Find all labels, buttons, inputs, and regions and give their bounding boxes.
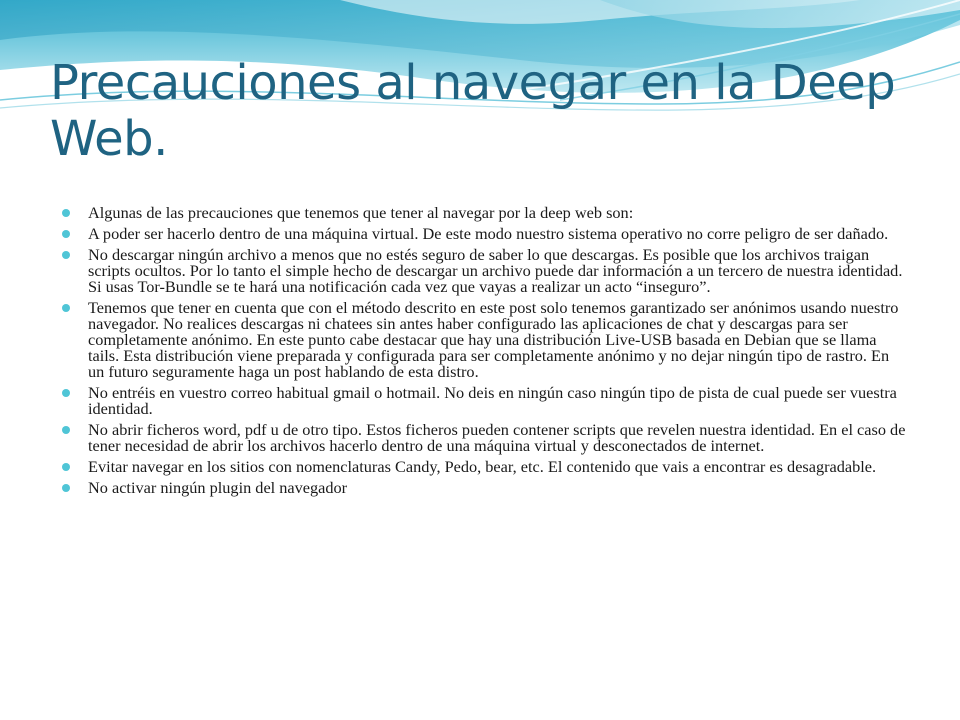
bullet-list bbox=[62, 205, 908, 501]
bullet-dot-icon bbox=[62, 304, 70, 312]
bullet-text: Algunas de las precauciones que tenemos que tener al navegar por la deep web son: bbox=[88, 203, 634, 222]
bullet-text: Tenemos que tener en cuenta que con el método descrito en este post solo tenemos garantizado ser anónimos usando nuestro navegador. No realices descargas ni chatees sin antes haber configurado las aplicaciones de chat y descargas para ser completamente anónimo. En este punto cabe destacar que hay una distribución Live-USB basada en Debian que se llama tails. Esta distribución viene preparada y configurada para ser completamente anónimo y no dejar ningún tipo de rastro. En un futuro seguramente haga un post hablando de esta distro. bbox=[88, 298, 899, 381]
bullet-item bbox=[62, 226, 908, 242]
bullet-dot-icon bbox=[62, 463, 70, 471]
bullet-dot-icon bbox=[62, 251, 70, 259]
bullet-text: No entréis en vuestro correo habitual gmail o hotmail. No deis en ningún caso ningún tipo de pista de cual puede ser vuestra identidad. bbox=[88, 383, 897, 418]
bullet-item bbox=[62, 385, 908, 417]
bullet-dot-icon bbox=[62, 209, 70, 217]
bullet-text: No abrir ficheros word, pdf u de otro tipo. Estos ficheros pueden contener scripts que revelen nuestra identidad. En el caso de tener necesidad de abrir los archivos hacerlo dentro de una máquina virtual y desconectados de internet. bbox=[88, 420, 906, 455]
bullet-dot-icon bbox=[62, 484, 70, 492]
bullet-text: A poder ser hacerlo dentro de una máquina virtual. De este modo nuestro sistema operativo no corre peligro de ser dañado. bbox=[88, 224, 889, 243]
bullet-item bbox=[62, 205, 908, 221]
bullet-dot-icon bbox=[62, 230, 70, 238]
bullet-item bbox=[62, 422, 908, 454]
bullet-item bbox=[62, 480, 908, 496]
bullet-text: Evitar navegar en los sitios con nomenclaturas Candy, Pedo, bear, etc. El contenido que vais a encontrar es desagradable. bbox=[88, 457, 877, 476]
bullet-text: No descargar ningún archivo a menos que no estés seguro de saber lo que descargas. Es posible que los archivos traigan scripts ocultos. Por lo tanto el simple hecho de descargar un archivo puede dar información a un tercero de nuestra identidad. Si usas Tor-Bundle se te hará una notificación cada vez que vayas a realizar un acto “inseguro”. bbox=[88, 245, 903, 296]
bullet-item bbox=[62, 459, 908, 475]
bullet-text: No activar ningún plugin del navegador bbox=[88, 478, 348, 497]
bullet-item bbox=[62, 300, 908, 380]
bullet-dot-icon bbox=[62, 426, 70, 434]
bullet-item bbox=[62, 247, 908, 295]
slide-title: Precauciones al navegar en la Deep Web. bbox=[50, 55, 896, 167]
bullet-dot-icon bbox=[62, 389, 70, 397]
